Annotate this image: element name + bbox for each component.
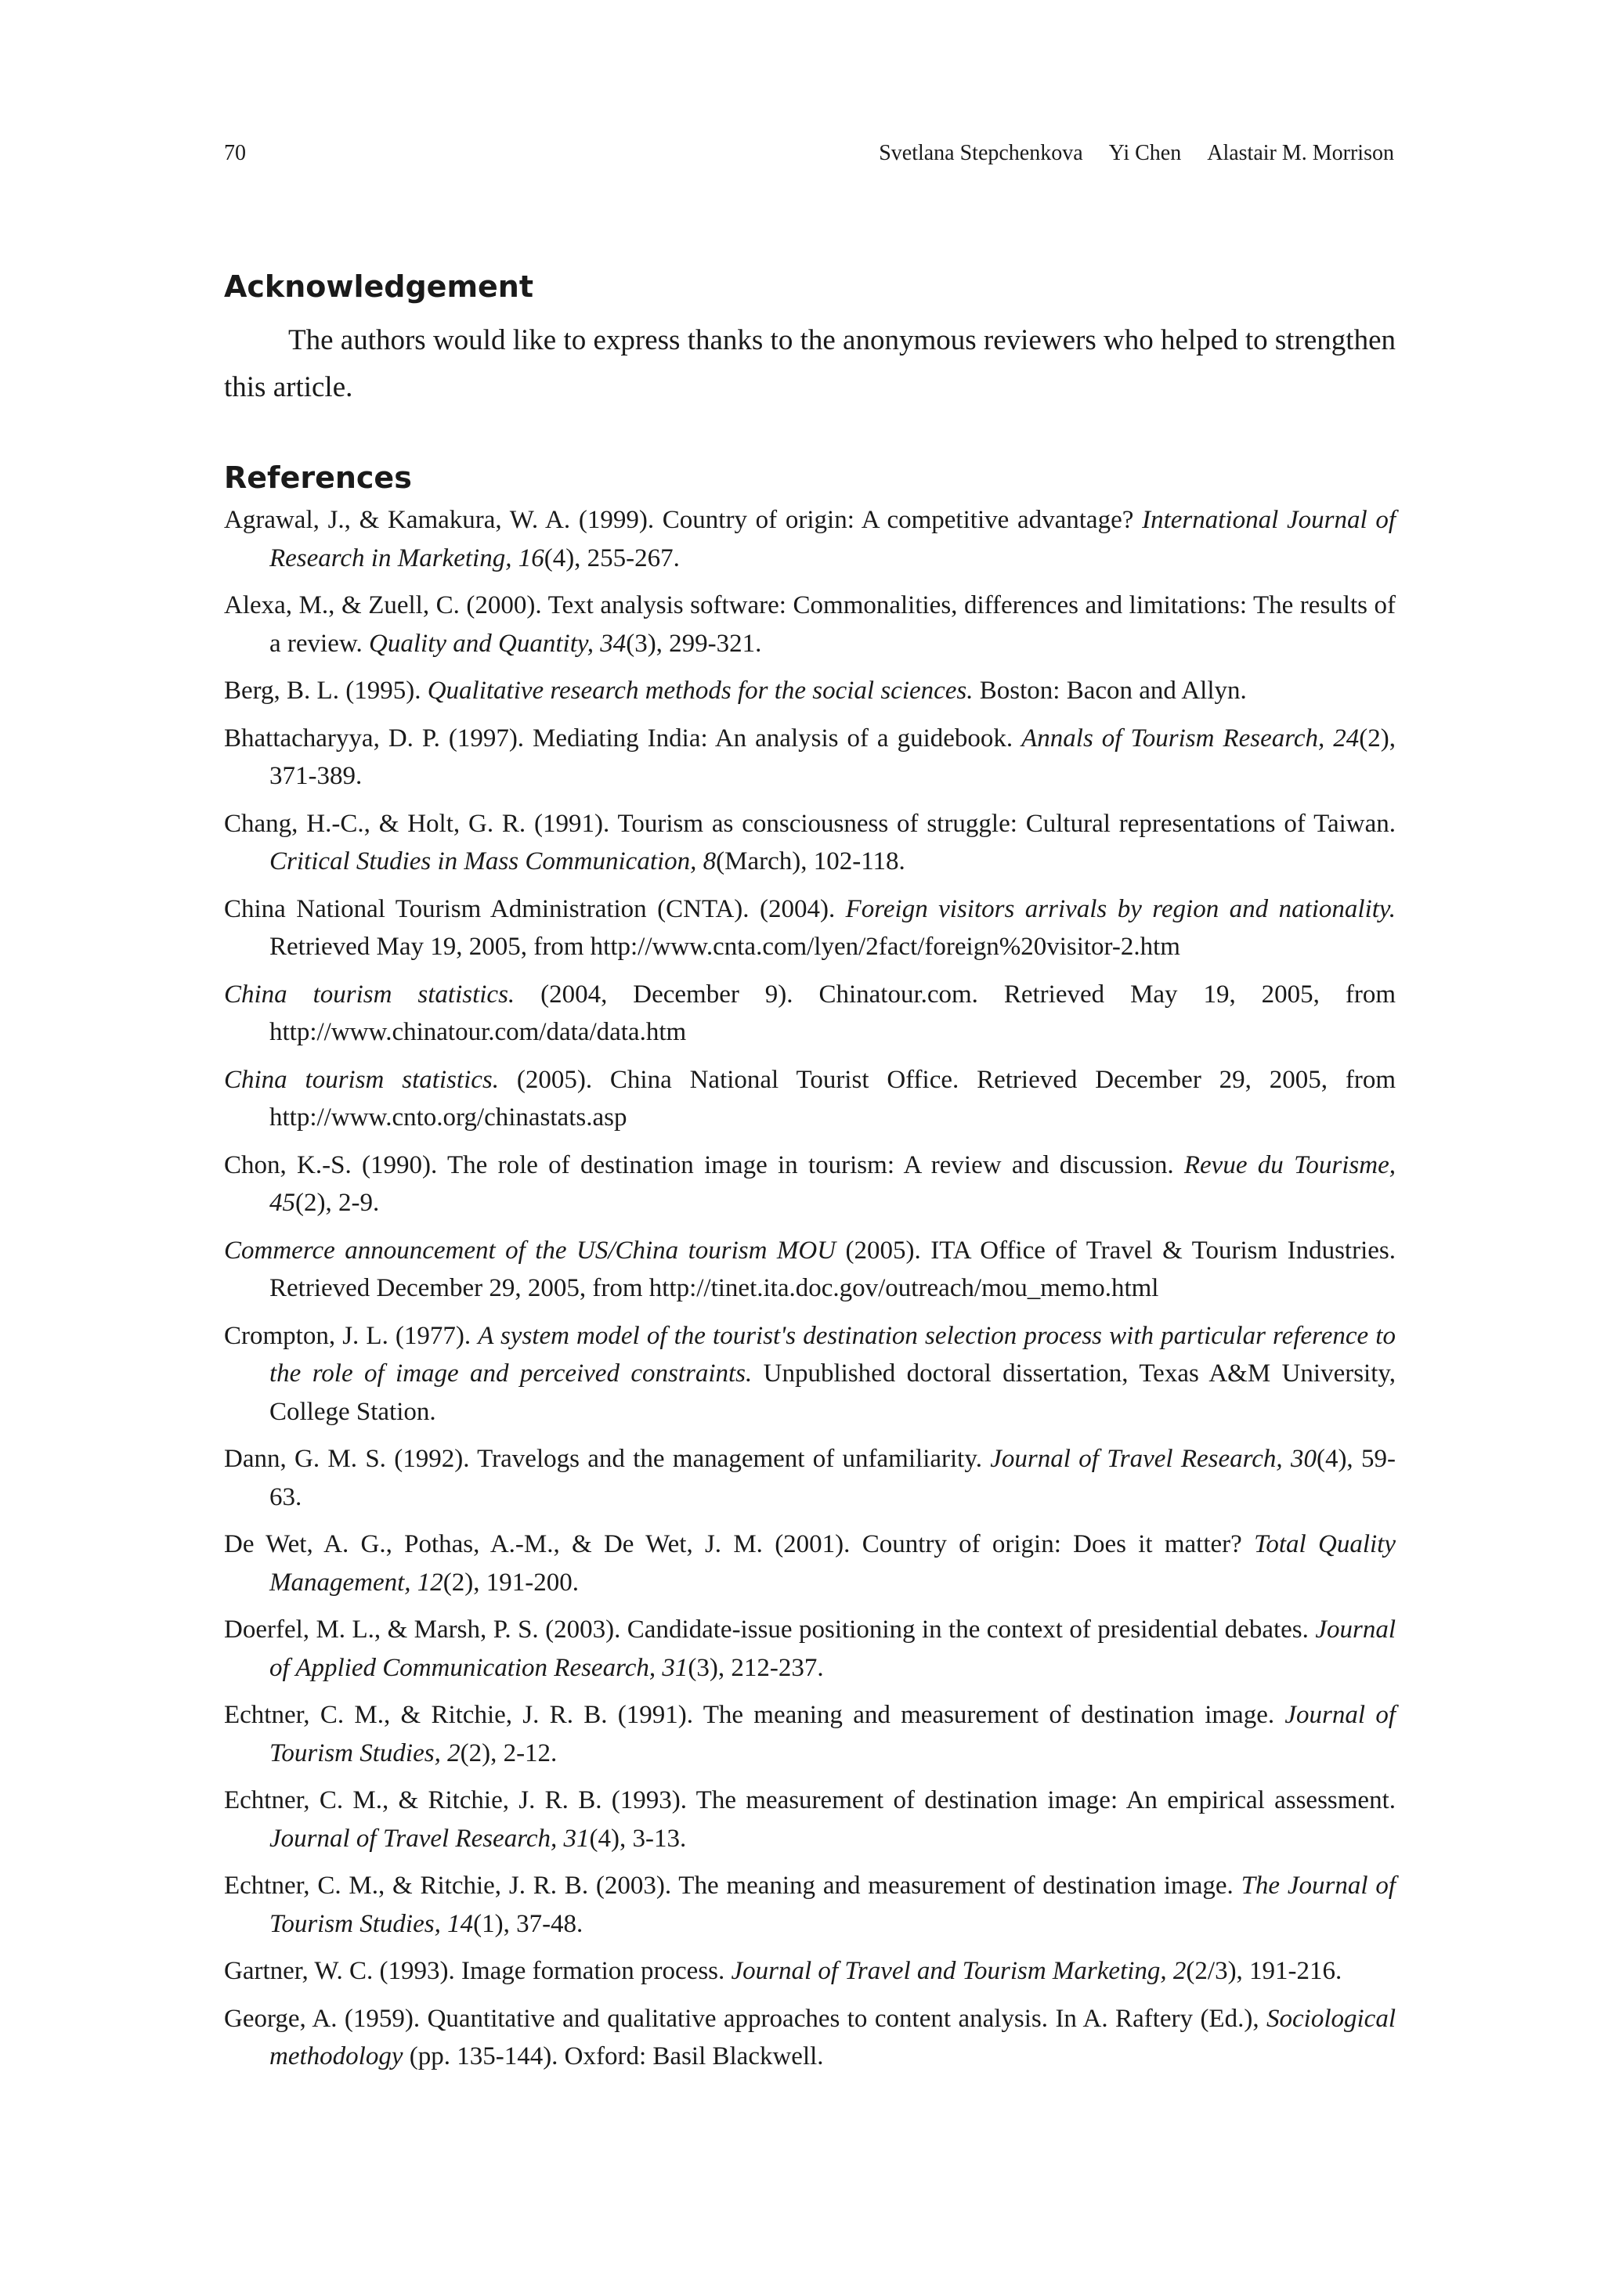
reference-item: [224, 1867, 1396, 1943]
reference-text: China National Tourism Administration (CNTA). (2004).: [224, 894, 846, 923]
reference-text: Echtner, C. M., & Ritchie, J. R. B. (1991). The meaning and measurement of destination image.: [224, 1701, 1285, 1729]
reference-details: (2), 371-389.: [269, 724, 1396, 790]
reference-details: (1), 37-48.: [473, 1909, 583, 1938]
reference-source-title: The Journal of Tourism Studies, 14: [269, 1872, 1396, 1938]
reference-item: [224, 1232, 1396, 1308]
reference-item: [224, 1952, 1396, 1991]
reference-details: (2), 2-12.: [460, 1738, 558, 1767]
running-header-authors: [858, 141, 1394, 166]
reference-text: Crompton, J. L. (1977).: [224, 1321, 479, 1350]
reference-item: [224, 1782, 1396, 1857]
reference-details: (3), 299-321.: [626, 629, 762, 658]
reference-details: (2), 2-9.: [295, 1189, 380, 1217]
reference-source-title: Total Quality Management, 12: [269, 1530, 1396, 1597]
reference-text: Chon, K.-S. (1990). The role of destination image in tourism: A review and discussion.: [224, 1150, 1184, 1179]
acknowledgement-heading: Acknowledgement: [224, 269, 534, 304]
references-heading: References: [224, 460, 412, 495]
reference-item: [224, 1611, 1396, 1687]
reference-details: (4), 3-13.: [589, 1824, 687, 1853]
reference-item: [224, 501, 1396, 577]
reference-item: [224, 1440, 1396, 1516]
reference-source-title: China tourism statistics.: [224, 1065, 499, 1094]
reference-source-title: China tourism statistics.: [224, 980, 515, 1009]
reference-source-title: Journal of Travel and Tourism Marketing, 2: [731, 1957, 1187, 1985]
reference-details: (4), 59-63.: [269, 1445, 1396, 1511]
reference-item: [224, 720, 1396, 796]
reference-details: (2/3), 191-216.: [1186, 1957, 1342, 1985]
reference-text: Dann, G. M. S. (1992). Travelogs and the management of unfamiliarity.: [224, 1445, 991, 1473]
reference-details: (2), 191-200.: [443, 1568, 580, 1597]
reference-details: (3), 212-237.: [688, 1653, 824, 1682]
reference-source-title: Commerce announcement of the US/China tourism MOU: [224, 1236, 836, 1265]
acknowledgement-text: The authors would like to express thanks to the anonymous reviewers who helped to strengthen this article.: [224, 324, 1396, 403]
reference-details: (2005). ITA Office of Travel & Tourism Industries. Retrieved December 29, 2005, from http://tinet.ita.doc.gov/outreach/mou_memo.html: [269, 1236, 1396, 1302]
reference-text: De Wet, A. G., Pothas, A.-M., & De Wet, J. M. (2001). Country of origin: Does it matter?: [224, 1530, 1255, 1558]
reference-source-title: Sociological methodology: [269, 2004, 1396, 2070]
reference-text: George, A. (1959). Quantitative and qualitative approaches to content analysis. In A. Raftery (Ed.),: [224, 2004, 1267, 2033]
reference-item: [224, 1696, 1396, 1772]
reference-details: Retrieved May 19, 2005, from http://www.cnta.com/lyen/2fact/foreign%20visitor-2.htm: [269, 933, 1180, 961]
reference-source-title: Revue du Tourisme, 45: [269, 1150, 1396, 1217]
reference-item: [224, 1317, 1396, 1431]
reference-item: [224, 672, 1396, 710]
reference-text: Alexa, M., & Zuell, C. (2000). Text analysis software: Commonalities, differences and limitations: The results of a review.: [224, 591, 1396, 658]
reference-source-title: Quality and Quantity, 34: [369, 629, 627, 658]
reference-item: [224, 2000, 1396, 2076]
running-header: [224, 141, 1394, 166]
author-name: Yi Chen: [1108, 141, 1182, 165]
reference-details: (2005). China National Tourist Office. Retrieved December 29, 2005, from http://www.cnto.org/chinastats.asp: [269, 1065, 1396, 1132]
reference-details: Unpublished doctoral dissertation, Texas A&M University, College Station.: [269, 1359, 1396, 1426]
reference-item: [224, 1146, 1396, 1222]
reference-text: Chang, H.-C., & Holt, G. R. (1991). Tourism as consciousness of struggle: Cultural representations of Taiwan.: [224, 809, 1396, 838]
reference-details: Boston: Bacon and Allyn.: [973, 677, 1247, 705]
reference-text: Bhattacharyya, D. P. (1997). Mediating India: An analysis of a guidebook.: [224, 724, 1022, 753]
reference-item: [224, 805, 1396, 881]
reference-source-title: Critical Studies in Mass Communication, 8: [269, 847, 717, 875]
reference-text: Berg, B. L. (1995).: [224, 677, 428, 705]
reference-source-title: Journal of Travel Research, 30: [990, 1445, 1317, 1473]
reference-item: [224, 1061, 1396, 1137]
reference-source-title: Foreign visitors arrivals by region and nationality.: [845, 894, 1396, 923]
author-name: Alastair M. Morrison: [1207, 141, 1394, 165]
reference-item: [224, 1525, 1396, 1601]
reference-source-title: Journal of Applied Communication Research, 31: [269, 1616, 1396, 1682]
reference-details: (pp. 135-144). Oxford: Basil Blackwell.: [403, 2042, 824, 2070]
reference-list: [224, 501, 1396, 2085]
reference-text: Gartner, W. C. (1993). Image formation process.: [224, 1957, 732, 1985]
reference-item: [224, 976, 1396, 1052]
reference-text: Doerfel, M. L., & Marsh, P. S. (2003). Candidate-issue positioning in the context of presidential debates.: [224, 1616, 1316, 1644]
reference-source-title: Annals of Tourism Research, 24: [1021, 724, 1360, 753]
author-name: Svetlana Stepchenkova: [879, 141, 1083, 165]
reference-text: Agrawal, J., & Kamakura, W. A. (1999). Country of origin: A competitive advantage?: [224, 506, 1143, 534]
reference-details: (2004, December 9). Chinatour.com. Retrieved May 19, 2005, from http://www.chinatour.com/data/data.htm: [269, 980, 1396, 1046]
reference-text: Echtner, C. M., & Ritchie, J. R. B. (1993). The measurement of destination image: An empirical assessment.: [224, 1786, 1396, 1814]
reference-item: [224, 587, 1396, 662]
reference-text: Echtner, C. M., & Ritchie, J. R. B. (2003). The meaning and measurement of destination image.: [224, 1872, 1241, 1900]
page-number: 70: [224, 141, 246, 165]
reference-source-title: Journal of Travel Research, 31: [269, 1824, 590, 1853]
reference-source-title: Journal of Tourism Studies, 2: [269, 1701, 1396, 1767]
reference-source-title: A system model of the tourist's destination selection process with particular reference to the role of image and perceived constraints.: [269, 1321, 1396, 1388]
reference-details: (March), 102-118.: [716, 847, 905, 875]
reference-source-title: International Journal of Research in Marketing, 16: [269, 506, 1396, 572]
reference-source-title: Qualitative research methods for the social sciences.: [427, 677, 974, 705]
reference-details: (4), 255-267.: [544, 543, 680, 572]
reference-item: [224, 890, 1396, 966]
